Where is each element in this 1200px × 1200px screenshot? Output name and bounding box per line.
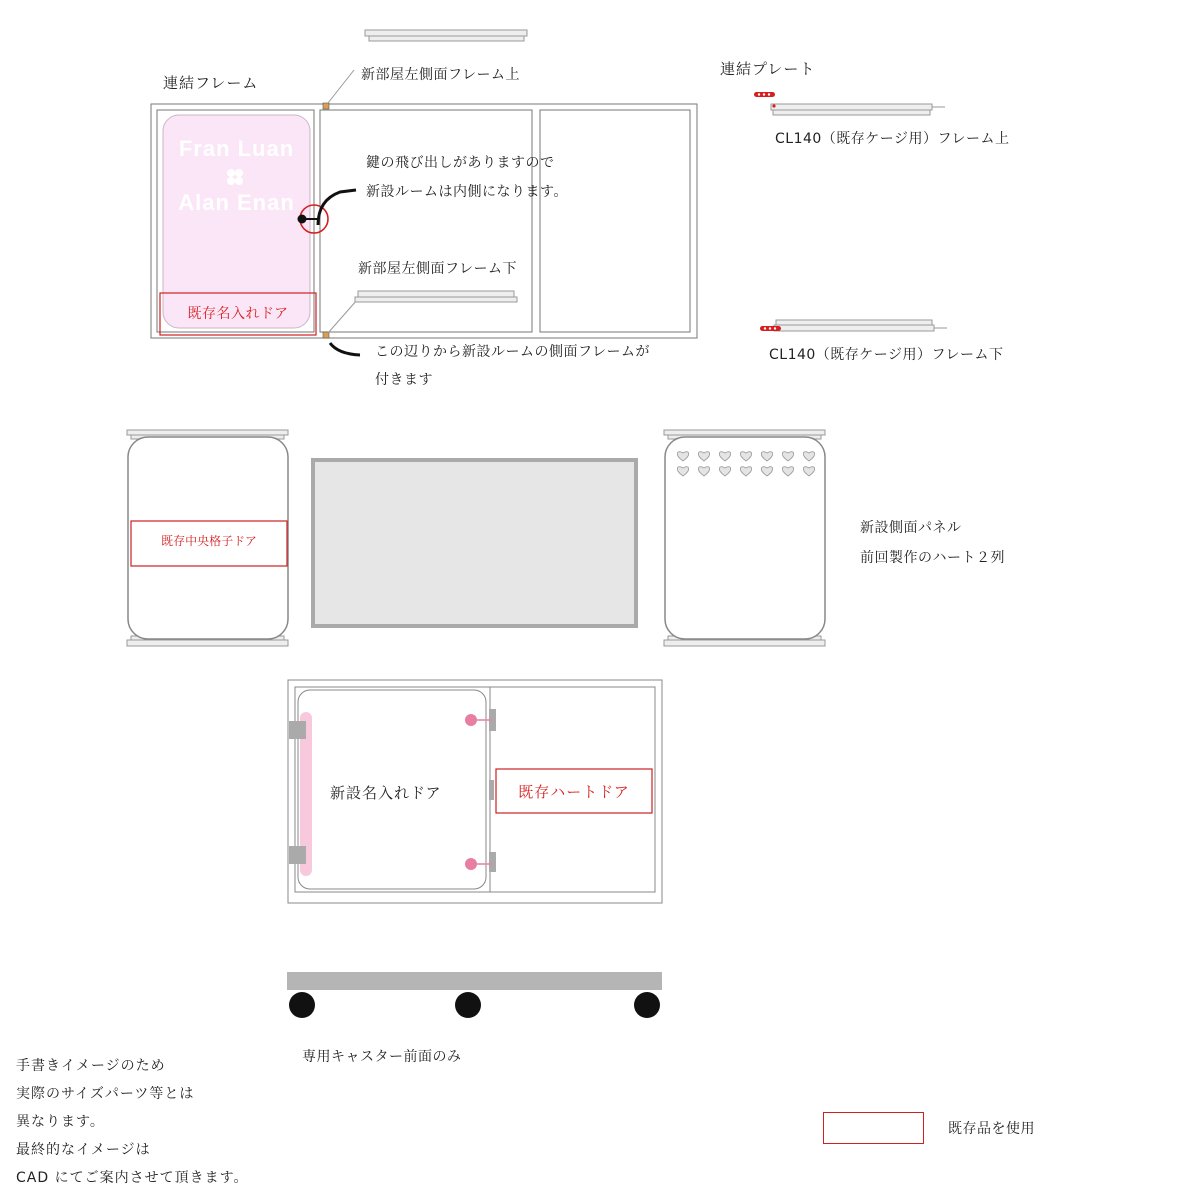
caster-wheel-left xyxy=(289,992,315,1018)
connection-plate-icon xyxy=(754,92,775,97)
hinge-bottom-left xyxy=(289,846,306,864)
disclaimer-note xyxy=(16,1052,248,1192)
legend-existing-label: 既存品を使用 xyxy=(948,1121,1035,1137)
existing-lattice-door-label: 既存中央格子ドア xyxy=(161,534,257,548)
connector-top xyxy=(323,103,329,109)
cl140-top-label: CL140（既存ケージ用）フレーム上 xyxy=(775,131,1010,147)
disclaimer-line: CAD にてご案内させて頂きます。 xyxy=(16,1170,249,1186)
hinge-mid-divider xyxy=(489,780,494,800)
left-frame-top-label: 新部屋左側面フレーム上 xyxy=(361,67,520,83)
cl140-bottom-bar xyxy=(760,320,947,331)
disclaimer-line: 手書きイメージのため xyxy=(16,1058,166,1074)
side-frame-pointer xyxy=(330,343,360,355)
caster-note-label: 専用キャスター前面のみ xyxy=(302,1049,462,1065)
renketsu-plate-label: 連結プレート xyxy=(720,60,816,78)
lock-note-line2: 新設ルームは内側になります。 xyxy=(366,184,568,200)
left-frame-bottom-bar xyxy=(355,291,517,302)
new-side-panel-line2: 前回製作のハート２列 xyxy=(860,550,1005,566)
disclaimer-line: 異なります。 xyxy=(16,1114,105,1130)
renketsu-frame-label: 連結フレーム xyxy=(163,74,259,92)
side-frame-note-line1: この辺りから新設ルームの側面フレームが xyxy=(375,344,650,360)
caster-base-bar xyxy=(287,972,662,990)
caster-wheel-center xyxy=(455,992,481,1018)
cl140-bottom-label: CL140（既存ケージ用）フレーム下 xyxy=(769,347,1004,363)
side-frame-note-line2: 付きます xyxy=(375,372,433,388)
disclaimer-line: 最終的なイメージは xyxy=(16,1142,151,1158)
center-gray-panel xyxy=(313,460,636,626)
door-name-line2: Alan Enan xyxy=(178,190,295,215)
existing-heart-door-label: 既存ハートドア xyxy=(518,783,630,801)
door-name-line1: Fran Luan xyxy=(178,136,295,161)
caster-wheel-right xyxy=(634,992,660,1018)
new-side-panel-line1: 新設側面パネル xyxy=(860,520,962,536)
leader-top xyxy=(328,70,354,103)
lock-note-line1: 鍵の飛び出しがありますので xyxy=(366,155,555,171)
existing-name-door-label: 既存名入れドア xyxy=(187,306,289,322)
new-name-door-label: 新設名入れドア xyxy=(330,784,442,802)
right-compartment xyxy=(540,110,690,332)
hinge-top-left xyxy=(289,721,306,739)
left-frame-top-bar xyxy=(365,30,527,41)
disclaimer-line: 実際のサイズパーツ等とは xyxy=(16,1086,195,1102)
leader-bottom xyxy=(328,300,357,333)
legend-existing-swatch xyxy=(823,1112,924,1144)
left-frame-bottom-label: 新部屋左側面フレーム下 xyxy=(358,261,517,277)
cl140-top-bar xyxy=(771,104,945,115)
